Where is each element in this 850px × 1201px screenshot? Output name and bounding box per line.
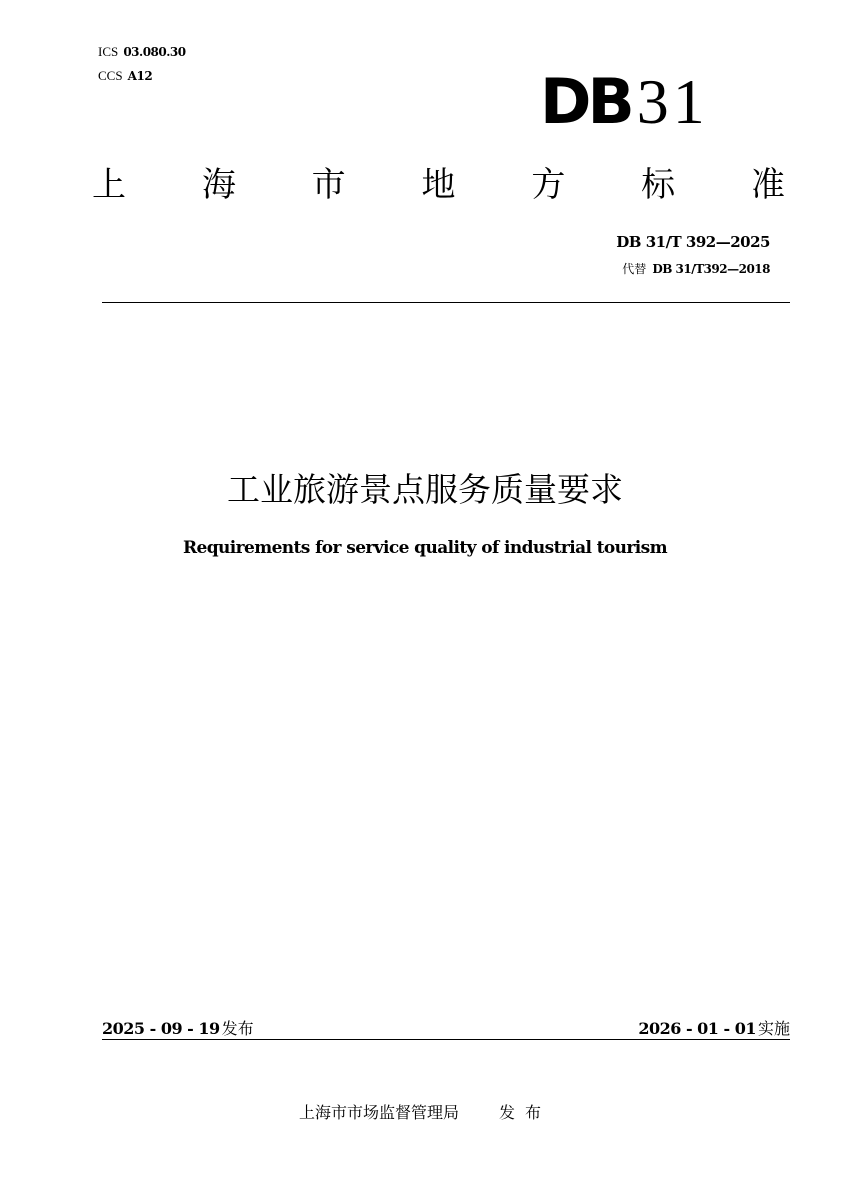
document-title-chinese: 工业旅游景点服务质量要求 — [227, 470, 623, 509]
ics-line — [98, 41, 186, 60]
standard-type-char: 海 — [201, 165, 236, 205]
standard-mark — [540, 65, 709, 138]
standard-type-char: 地 — [421, 165, 456, 205]
standard-type-char: 准 — [750, 165, 785, 205]
publication-date-line — [102, 1016, 254, 1039]
replaces-line — [622, 260, 770, 277]
replaces-label: 代替 — [622, 262, 647, 276]
standard-type-char: 上 — [92, 165, 126, 205]
standard-type-heading — [92, 162, 785, 208]
document-title-english: Requirements for service quality of industrial tourism — [182, 538, 668, 558]
standard-type-char: 方 — [531, 165, 566, 205]
ics-code: 03.080.30 — [123, 45, 186, 59]
issuer-action: 发布 — [499, 1103, 552, 1122]
implementation-date: 2026 - 01 - 01 — [638, 1019, 756, 1038]
publication-label: 发布 — [221, 1019, 254, 1038]
issuer-line — [0, 1100, 850, 1123]
issuer-name: 上海市市场监督管理局 — [298, 1103, 459, 1122]
standard-mark-letters: DB — [540, 65, 631, 138]
replaces-code: DB 31/T392—2018 — [652, 262, 770, 276]
implementation-label: 实施 — [757, 1019, 790, 1038]
standard-type-char: 标 — [641, 165, 676, 205]
implementation-date-line — [638, 1016, 790, 1039]
ics-label: ICS — [98, 44, 119, 59]
ccs-code: A12 — [127, 69, 153, 83]
publication-date: 2025 - 09 - 19 — [102, 1019, 220, 1038]
standard-code: DB 31/T 392—2025 — [616, 233, 770, 251]
standard-mark-number: 31 — [636, 66, 709, 137]
ccs-label: CCS — [98, 68, 123, 83]
ccs-line — [98, 65, 152, 84]
header-divider — [102, 302, 790, 303]
footer-divider — [102, 1039, 790, 1040]
standard-type-char: 市 — [311, 165, 346, 205]
